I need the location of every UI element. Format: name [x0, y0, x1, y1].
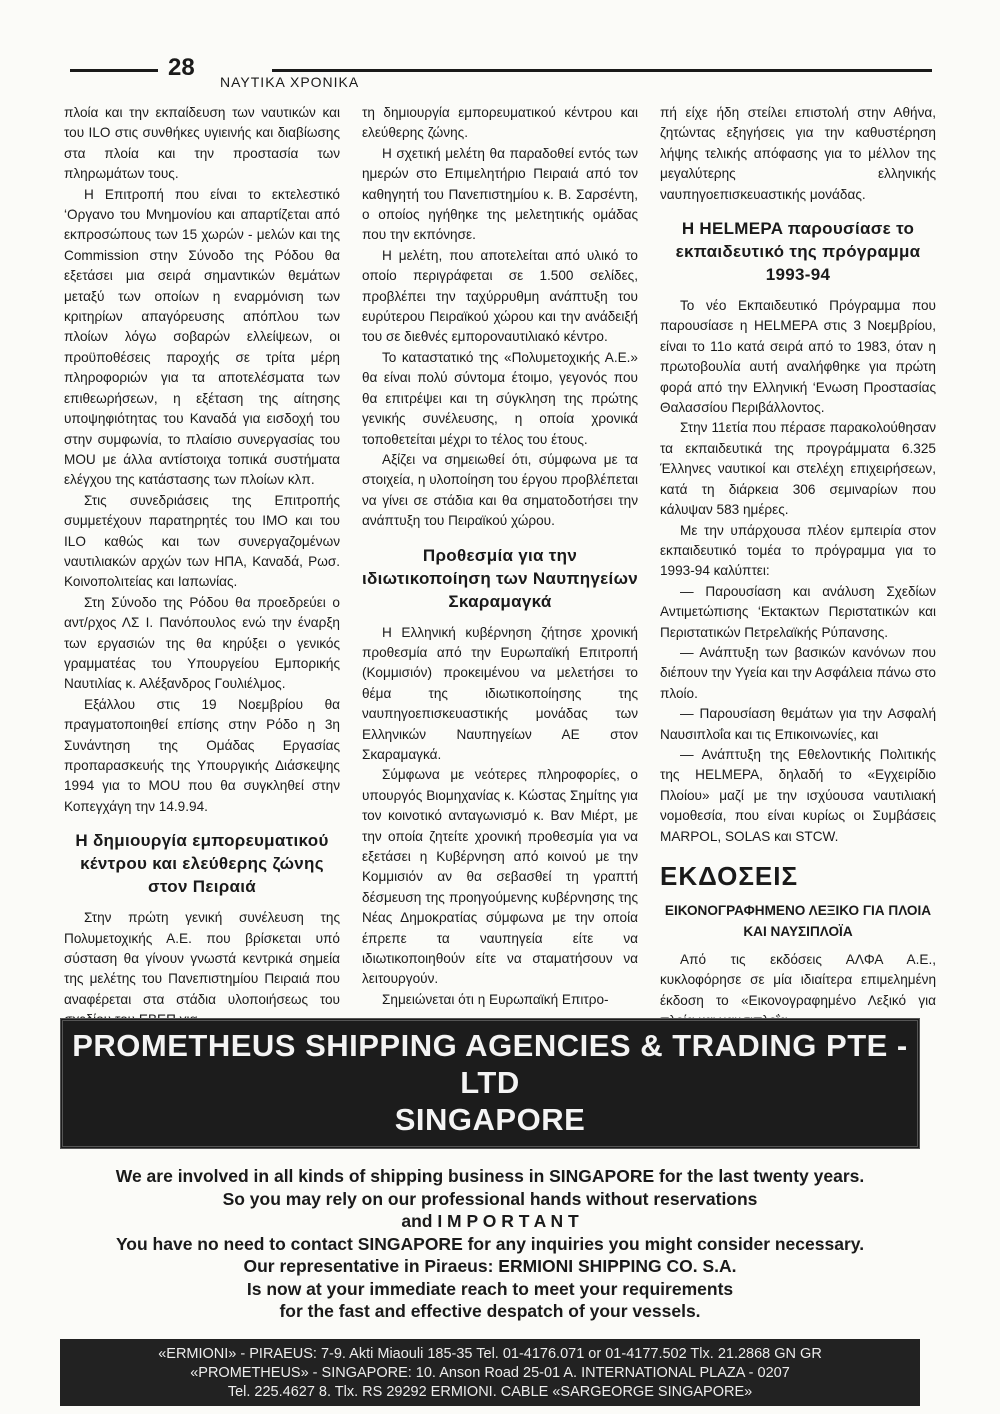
- article-columns: [64, 103, 936, 1011]
- ad-line: So you may rely on our professional hands without reservations: [222, 1188, 758, 1209]
- paragraph: Στη Σύνοδο της Ρόδου θα προεδρεύει ο αντ/ρχος ΛΣ Ι. Πανόπουλος ενώ την έναρξη των εργασιών της θα κηρύξει ο γενικός γραμματέας του Υπουργείου Εμπορικής Ναυτιλίας κ. Αλέξανδρος Γουλιέλμος.: [64, 594, 340, 692]
- paragraph: Το νέο Εκπαιδευτικό Πρόγραμμα που παρουσίασε η HELMEPA στις 3 Νοεμβρίου, είναι το 11ο κατά σειρά από το 1983, όταν η πρωτοβουλία αυτή αναλήφθηκε για πρώτη φορά από την Ελληνική ‘Ενωση Προστασίας Θαλασσίου Περιβάλλοντος.: [660, 298, 936, 416]
- column-1: [64, 103, 340, 1011]
- ad-line: Is now at your immediate reach to meet your requirements: [246, 1278, 734, 1299]
- paragraph: Σύμφωνα με νεότερες πληροφορίες, ο υπουργός Βιομηχανίας κ. Κώστας Σημίτης για τον κοινοτικό ανταγωνισμό κ. Βαν Μιέρτ, με την οποία ζητείτε χρονική προθεσμία για να εξετάσει η Κυβέρνηση από κοινού με την Κομμισιόν αν θα σεβασθεί τη γραπτή δέσμευση της προηγούμενης κυβέρνησης της Νέας Δημοκρατίας σύμφωνα με την οποία έπρεπε τα ναυπηγεία είτε να ιδιωτικοποιηθούν είτε να σταματήσουν να λειτουργούν.: [362, 767, 638, 987]
- paragraph: Στην 11ετία που πέρασε παρακολούθησαν τα εκπαιδευτικά της προγράμματα 6.325 Έλληνες ναυτικοί και στελέχη επιχειρήσεων, κατά τη διάρκεια 306 σεμιναρίων που κάλυψαν 583 ημέρες.: [660, 420, 936, 518]
- ad-company-name: PROMETHEUS SHIPPING AGENCIES & TRADING PTE - LTD: [72, 1028, 908, 1100]
- paragraph: Σημειώνεται ότι η Ευρωπαϊκή Επιτρο-: [382, 991, 609, 1007]
- list-item: — Παρουσίαση και ανάλυση Σχεδίων Αντιμετώπισης ‘Εκτακτων Περιστατικών και Περιστατικών Πετρελαϊκής Ρύπανσης.: [660, 583, 936, 640]
- paragraph: πλοία και την εκπαίδευση των ναυτικών και του ILO στις συνθήκες υγιεινής και διαβίωσης στα πλοία και την προστασία των πληρωμάτων τους.: [64, 105, 340, 182]
- ad-company-location: SINGAPORE: [394, 1102, 586, 1137]
- header-rule-left: [70, 69, 158, 72]
- paragraph: Στην πρώτη γενική συνέλευση της Πολυμετοχικής Α.Ε. που βρίσκεται υπό σύσταση θα γίνουν γνωστά κεντρικά σημεία της μελέτης του Πανεπιστημίου Πειραιά που αναφέρεται στα στάδια υλοποιήσεως του: [64, 910, 340, 1007]
- article-heading-skaramagka: Προθεσμία για την ιδιωτικοποίηση των Ναυπηγείων Σκαραμαγκά: [362, 545, 638, 611]
- list-item: — Ανάπτυξη των βασικών κανόνων που διέπουν την Υγεία και την Ασφάλεια πάνω στο πλοίο.: [660, 644, 936, 701]
- column-2: [362, 103, 638, 1011]
- contact-line: «ERMIONI» - PIRAEUS: 7-9. Akti Miaouli 185-35 Tel. 01-4176.071 or 01-4177.502 Tlx. 21.2868 GN GR: [158, 1345, 822, 1362]
- section-heading-ekdoseis: ΕΚΔΟΣΕΙΣ: [660, 861, 799, 891]
- paragraph: Η μελέτη, που αποτελείται από υλικό το οποίο περιγράφεται σε 1.500 σελίδες, προβλέπει την ταχύρρυθμη ανάπτυξη του ευρύτερου Πειραϊκού χώρου και την ανάδειξή του σε διεθνές εμποροναυτιλιακό κέντρο.: [362, 247, 638, 345]
- ad-line: Our representative in Piraeus: ERMIONI SHIPPING CO. S.A.: [243, 1256, 737, 1276]
- paragraph: Με την υπάρχουσα πλέον εμπειρία στον εκπαιδευτικό τομέα το πρόγραμμα για το 1993-94 καλύπτει:: [660, 522, 936, 579]
- ad-line: You have no need to contact SINGAPORE for any inquiries you might consider necessary.: [115, 1233, 865, 1254]
- paragraph: Εξάλλου στις 19 Νοεμβρίου θα πραγματοποιηθεί επίσης στην Ρόδο η 3η Συνάντηση της Ομάδας Εργασίας προπαρασκευής της Υπουργικής Διάσκεψης 1994 για το MOU που θα συγκληθεί στην Κοπεγχάγη την 14.9.94.: [64, 696, 340, 814]
- advertisement: [60, 1018, 920, 1398]
- page-header: [70, 56, 932, 96]
- paragraph: Η σχετική μελέτη θα παραδοθεί εντός των ημερών στο Επιμελητήριο Πειραιά από τον καθηγητή του Πανεπιστημίου κ. Β. Σαρσέντη, ο οποίος ηγήθηκε της μελετητικής ομάδας που την εκπόνησε.: [362, 145, 638, 243]
- ad-line: for the fast and effective despatch of your vessels.: [279, 1301, 701, 1321]
- contact-line: «PROMETHEUS» - SINGAPORE: 10. Anson Road 25-01 A. INTERNATIONAL PLAZA - 0207: [190, 1364, 790, 1381]
- list-item: — Ανάπτυξη της Εθελοντικής Πολιτικής της HELMEPA, δηλαδή το «Εγχειρίδιο Πλοίου» μαζί με την ισχύουσα ναυτιλιακή νομοθεσία, που είναι κυρίως οι Συμβάσεις MARPOL, SOLAS και STCW.: [660, 746, 936, 844]
- ad-body: [60, 1165, 920, 1323]
- list-item: — Παρουσίαση θεμάτων για την Ασφαλή Ναυσιπλοΐα και τις Επικοινωνίες, και: [660, 706, 936, 742]
- paragraph: τη δημιουργία εμπορευματικού κέντρου και ελεύθερης ζώνης.: [362, 105, 638, 141]
- paragraph: Από τις εκδόσεις ΑΛΦΑ Α.Ε., κυκλοφόρησε σε μία ιδιαίτερα επιμελημένη έκδοση το «Εικονογραφημένο Λεξικό για: [660, 952, 936, 1008]
- article-heading-helmepa: Η HELMEPA παρουσίασε το εκπαιδευτικό της πρόγραμμα 1993-94: [675, 219, 921, 285]
- paragraph: Η Επιτροπή που είναι το εκτελεστικό ‘Οργανο του Μνημονίου και απαρτίζεται από εκπροσώπους των 15 χωρών - μελών και της Commission στην Σύνοδο της Ρόδου θα εξετάσει μια σειρά σημαντικών θεμάτων μεταξύ των οποίων η εναρμόνιση των κριτηρίων απαγόρευσης απόπλου των πλοίων λόγω σοβαρών ελλείψεων, οι προϋποθέσεις παροχής σε τρίτα μέρη πληροφοριών για τα αποτελέσματα των επιθεωρήσεων, η εξέταση της αίτησης υποψηφιότητας του Καναδά για εισδοχή του στην συμφωνία, το πλαίσιο συνεργασίας του MOU με άλλα αντίστοιχα τοπικά συστήματα ελέγχου της κατάστασης των πλοίων κλπ.: [64, 186, 340, 488]
- ad-line: and I M P O R T A N T: [401, 1211, 579, 1231]
- paragraph: Η Ελληνική κυβέρνηση ζήτησε χρονική προθεσμία από την Ευρωπαϊκή Επιτροπή (Κομμισιόν) προκειμένου να μελετήσει το θέμα της ιδιωτικοποίησης της ναυπηγοεπισκευαστικής μονάδας των Ελληνικών Ναυπηγείων ΑΕ στον Σκαραμαγκά.: [362, 624, 638, 762]
- ad-line: We are involved in all kinds of shipping business in SINGAPORE for the last twenty years.: [115, 1166, 865, 1186]
- contact-line: Tel. 225.4627 8. Tlx. RS 29292 ERMIONI. CABLE «SARGEORGE SINGAPORE»: [227, 1383, 753, 1400]
- header-rule-right: [272, 69, 932, 72]
- paragraph: Το καταστατικό της «Πολυμετοχικής Α.Ε.» θα είναι πολύ σύντομα έτοιμο, γεγονός που θα επιτρέψει και τη σύγκληση της πρώτης γενικής συνέλευσης, η οποία χρονικά τοποθετείται μέχρι το τέλος του έτους.: [362, 349, 638, 447]
- paragraph: Στις συνεδριάσεις της Επιτροπής συμμετέχουν παρατηρητές του ΙΜΟ και του ILO καθώς και των συνεργαζομένων ναυτιλιακών αρχών των ΗΠΑ, Καναδά, Ρωσ. Κοινοπολιτείας και Ιαπωνίας.: [64, 492, 340, 590]
- page-number: 28: [168, 54, 195, 81]
- ad-contacts: [60, 1339, 920, 1406]
- paragraph: πή είχε ήδη στείλει επιστολή στην Αθήνα, ζητώντας εξηγήσεις για την καθυστέρηση λήψης τελικής απόφασης για το μέλλον της μεγαλύτερης ελληνικής ναυπηγοεπισκευαστικής μονάδας.: [660, 105, 936, 202]
- column-3: [660, 103, 936, 1011]
- book-title: ΕΙΚΟΝΟΓΡΑΦΗΜΕΝΟ ΛΕΞΙΚΟ ΓΙΑ ΠΛΟΙΑ ΚΑΙ ΝΑΥΣΙΠΛΟΪΑ: [664, 903, 932, 939]
- ad-banner: [60, 1018, 920, 1149]
- article-heading-emporeumatiko: Η δημιουργία εμπορευματικού κέντρου και ελεύθερης ζώνης στον Πειραιά: [75, 831, 329, 897]
- paragraph: Αξίζει να σημειωθεί ότι, σύμφωνα με τα στοιχεία, η υλοποίηση του έργου προβλέπεται να γίνει σε στάδια και θα σηματοδοτήσει την ανάπτυξη του Πειραϊκού χώρου.: [362, 451, 638, 529]
- publication-title: ΝΑΥΤΙΚΑ ΧΡΟΝΙΚΑ: [220, 74, 360, 90]
